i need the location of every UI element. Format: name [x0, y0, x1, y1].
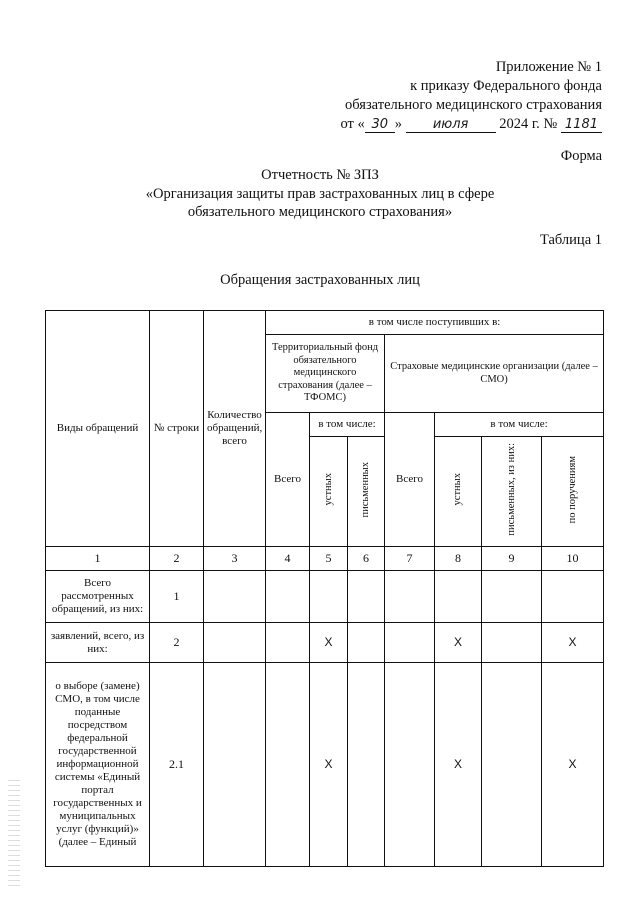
date-month-handwritten: июля	[406, 118, 496, 133]
table-cell	[348, 663, 385, 867]
appendix-header	[340, 58, 602, 134]
table-cell: X	[435, 623, 482, 663]
table-cell	[542, 571, 604, 623]
appendix-title: Приложение № 1	[495, 59, 602, 75]
header-smo-incl: в том числе:	[435, 413, 604, 437]
table-cell	[266, 663, 310, 867]
table-row	[46, 623, 604, 663]
table-cell	[204, 663, 266, 867]
table-number: Таблица 1	[539, 232, 602, 248]
header-tfoms-oral-text: устных	[322, 473, 334, 506]
table-cell	[348, 623, 385, 663]
column-number-row	[46, 547, 604, 571]
header-smo-by-order-text: по поручениям	[566, 455, 578, 524]
table-cell: X	[310, 623, 348, 663]
row-name: заявлений, всего, из них:	[46, 623, 150, 663]
table-cell: X	[310, 663, 348, 867]
col-number: 4	[266, 547, 310, 571]
table-cell	[482, 623, 542, 663]
date-day-handwritten: 30	[365, 118, 395, 133]
table-cell	[266, 571, 310, 623]
table-cell: X	[542, 663, 604, 867]
col-number: 5	[310, 547, 348, 571]
header-smo-total: Всего	[385, 413, 435, 547]
table-cell: X	[435, 663, 482, 867]
header-tfoms-total: Всего	[266, 413, 310, 547]
header-smo-oral-text: устных	[452, 473, 463, 506]
col-number: 8	[435, 547, 482, 571]
header-smo-written-of	[482, 437, 542, 547]
date-prefix: от «	[340, 116, 365, 132]
col-number: 10	[542, 547, 604, 571]
col-number: 3	[204, 547, 266, 571]
appeals-table	[45, 310, 604, 867]
table-cell	[435, 571, 482, 623]
table-cell	[385, 571, 435, 623]
report-title-line-3: обязательного медицинского страхования»	[187, 204, 453, 220]
table-row	[46, 663, 604, 867]
form-label: Форма	[560, 148, 602, 164]
header-tfoms-written	[348, 437, 385, 547]
row-no: 2.1	[150, 663, 204, 867]
header-row-no: № строки	[150, 311, 204, 547]
table-title: Обращения застрахованных лиц	[220, 272, 420, 288]
header-tfoms: Территориальный фонд обязательного медицинского страхования (далее – ТФОМС)	[266, 335, 385, 413]
table-cell	[348, 571, 385, 623]
table-cell	[385, 663, 435, 867]
table-cell	[204, 571, 266, 623]
table-cell	[482, 571, 542, 623]
order-line-2: обязательного медицинского страхования	[345, 97, 602, 113]
date-mid: »	[394, 116, 402, 132]
scan-edge-mark	[8, 780, 20, 890]
order-line-1: к приказу Федерального фонда	[410, 78, 602, 94]
order-date-line	[340, 115, 602, 134]
row-name: о выборе (замене) СМО, в том числе поданные посредством федеральной государственной информационной системы «Единый портал государственных и муниципальных услуг (функций)» (далее – Единый	[46, 663, 150, 867]
col-number: 6	[348, 547, 385, 571]
col-number: 2	[150, 547, 204, 571]
table-cell	[266, 623, 310, 663]
header-count: Количество обращений, всего	[204, 311, 266, 547]
report-title-line-2: «Организация защиты прав застрахованных лиц в сфере	[145, 185, 495, 202]
header-smo-oral	[435, 437, 482, 547]
col-number: 9	[482, 547, 542, 571]
table-cell	[385, 623, 435, 663]
header-tfoms-oral	[310, 437, 348, 547]
report-title-line-1: Отчетность № ЗПЗ	[261, 167, 379, 183]
header-smo: Страховые медицинские организации (далее – СМО)	[385, 335, 604, 413]
date-year: 2024 г. №	[499, 116, 558, 132]
header-smo-written-of-text: письменных, из них:	[505, 443, 517, 536]
table-row	[46, 571, 604, 623]
table-cell: X	[542, 623, 604, 663]
header-smo-by-order	[542, 437, 604, 547]
header-tfoms-written-text: письменных	[360, 461, 371, 518]
report-title	[0, 166, 640, 222]
table-cell	[482, 663, 542, 867]
row-name: Всего рассмотренных обращений, из них:	[46, 571, 150, 623]
header-tfoms-incl: в том числе:	[310, 413, 385, 437]
header-incl-received: в том числе поступивших в:	[266, 311, 604, 335]
row-no: 2	[150, 623, 204, 663]
header-types: Виды обращений	[46, 311, 150, 547]
col-number: 7	[385, 547, 435, 571]
col-number: 1	[46, 547, 150, 571]
table-cell	[204, 623, 266, 663]
table-cell	[310, 571, 348, 623]
row-no: 1	[150, 571, 204, 623]
order-number-handwritten: 1181	[561, 118, 602, 133]
